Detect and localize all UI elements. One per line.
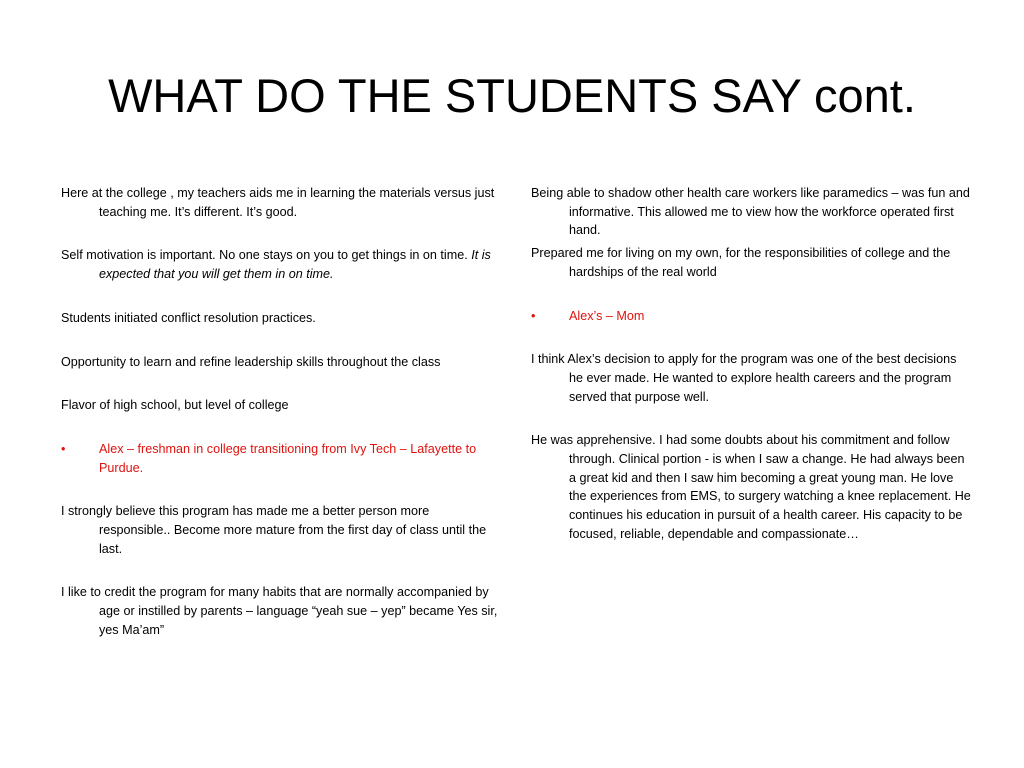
bullet-dot-icon: • — [531, 308, 536, 323]
left-column — [61, 184, 501, 640]
right-column — [531, 184, 971, 544]
left-paragraph-teachers: Here at the college , my teachers aids me in learning the materials versus just teaching me. It’s different. It’s good. — [61, 186, 495, 219]
right-bullet-text: Alex’s – Mom — [569, 308, 645, 323]
right-bullet-mom — [531, 307, 971, 326]
self-motivation-italic-text: It is expected that you will get them in on time. — [99, 248, 491, 282]
right-paragraph-shadow: Being able to shadow other health care workers like paramedics – was fun and informative. This allowed me to view how the workforce operated first hand. — [531, 186, 970, 238]
self-motivation-text: Self motivation is important. No one stays on you to get things in on time. — [61, 248, 472, 263]
right-paragraph-decision: I think Alex’s decision to apply for the program was one of the best decisions he ever made. He wanted to explore health careers and the program served that purpose well. — [531, 352, 957, 404]
left-paragraph-flavor: Flavor of high school, but level of college — [61, 398, 289, 413]
left-paragraph-habits: I like to credit the program for many habits that are normally accompanied by age or instilled by parents – language “yeah sue – yep” became Yes sir, yes Ma’am” — [61, 585, 498, 637]
slide-title: WHAT DO THE STUDENTS SAY cont. — [108, 69, 916, 122]
bullet-dot-icon: • — [61, 441, 66, 456]
left-paragraph-leadership: Opportunity to learn and refine leadership skills throughout the class — [61, 354, 441, 369]
left-bullet-text: Alex – freshman in college transitioning from Ivy Tech – Lafayette to Purdue. — [99, 441, 477, 475]
left-paragraph-better-person: I strongly believe this program has made me a better person more responsible.. Become more mature from the first day of class until the last. — [61, 504, 487, 556]
right-paragraph-prepared: Prepared me for living on my own, for the responsibilities of college and the hardships of the real world — [531, 246, 951, 279]
left-bullet-alex — [61, 440, 501, 477]
right-paragraph-apprehensive: He was apprehensive. I had some doubts about his commitment and follow through. Clinical portion - is when I saw a change. He had always been a great kid and then I saw him becoming a great young man. He love the experiences from EMS, to surgery watching a knee replacement. He continues his education in pursuit of a health career. His capacity to be focused, reliable, dependable and compassionate… — [531, 433, 971, 541]
left-paragraph-self-motivation — [61, 246, 501, 283]
left-paragraph-conflict-resolution: Students initiated conflict resolution practices. — [61, 310, 316, 325]
